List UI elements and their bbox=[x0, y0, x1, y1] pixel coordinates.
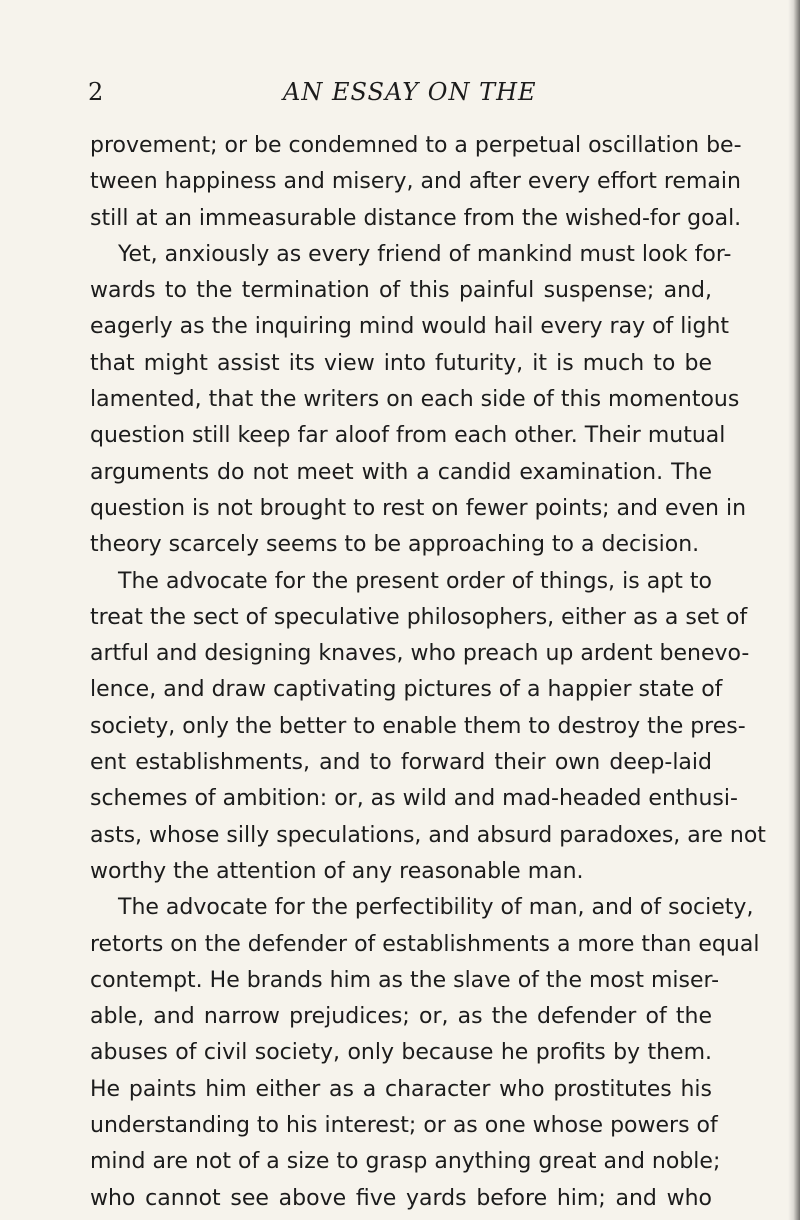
text-line: theory scarcely seems to be approaching to a decision. bbox=[90, 532, 700, 558]
text-line: He paints him either as a character who prostitutes his bbox=[90, 1076, 712, 1102]
text-line: worthy the attention of any reasonable man. bbox=[90, 858, 584, 884]
paragraph-start-line: The advocate for the present order of things, is apt to bbox=[118, 568, 712, 594]
text-line: able, and narrow prejudices; or, as the defender of the bbox=[90, 1004, 712, 1030]
text-line: arguments do not meet with a candid examination. The bbox=[90, 459, 712, 485]
text-line: ent establishments, and to forward their own deep-laid bbox=[90, 750, 712, 776]
text-line: question is not brought to rest on fewer points; and even in bbox=[90, 495, 747, 521]
text-line: wards to the termination of this painful suspense; and, bbox=[90, 278, 712, 304]
text-line: asts, whose silly speculations, and absurd paradoxes, are not bbox=[90, 822, 766, 848]
paragraph-start-line: Yet, anxiously as every friend of mankind must look for- bbox=[118, 241, 732, 267]
text-line: mind are not of a size to grasp anything great and noble; bbox=[90, 1149, 721, 1175]
text-line: contempt. He brands him as the slave of the most miser- bbox=[90, 967, 720, 993]
text-line: lence, and draw captivating pictures of a happier state of bbox=[90, 677, 723, 703]
text-line: lamented, that the writers on each side of this momentous bbox=[90, 387, 740, 413]
text-line: provement; or be condemned to a perpetual oscillation be- bbox=[90, 133, 742, 158]
paragraph-start-line: The advocate for the perfectibility of man, and of society, bbox=[118, 895, 754, 921]
text-line: schemes of ambition: or, as wild and mad-headed enthusi- bbox=[90, 786, 738, 812]
text-line: abuses of civil society, only because he profits by them. bbox=[90, 1040, 712, 1066]
text-line: eagerly as the inquiring mind would hail every ray of light bbox=[90, 314, 730, 340]
text-line: understanding to his interest; or as one whose powers of bbox=[90, 1113, 718, 1139]
text-line: tween happiness and misery, and after every effort remain bbox=[90, 169, 741, 195]
text-line: question still keep far aloof from each other. Their mutual bbox=[90, 423, 726, 449]
text-line: artful and designing knaves, who preach up ardent benevo- bbox=[90, 641, 750, 667]
text-line: treat the sect of speculative philosophers, either as a set of bbox=[90, 604, 748, 630]
page-number: 2 bbox=[88, 78, 104, 106]
running-head bbox=[88, 78, 720, 112]
running-title: AN ESSAY ON THE bbox=[283, 78, 537, 106]
text-line: still at an immeasurable distance from the wished-for goal. bbox=[90, 205, 742, 231]
text-line: society, only the better to enable them to destroy the pres- bbox=[90, 713, 746, 739]
text-line: that might assist its view into futurity, it is much to be bbox=[90, 350, 712, 376]
page-edge-shadow bbox=[788, 0, 800, 1220]
body-text bbox=[90, 128, 766, 1217]
text-line: retorts on the defender of establishments a more than equal bbox=[90, 931, 760, 957]
text-line: who cannot see above five yards before him; and who bbox=[90, 1185, 712, 1211]
